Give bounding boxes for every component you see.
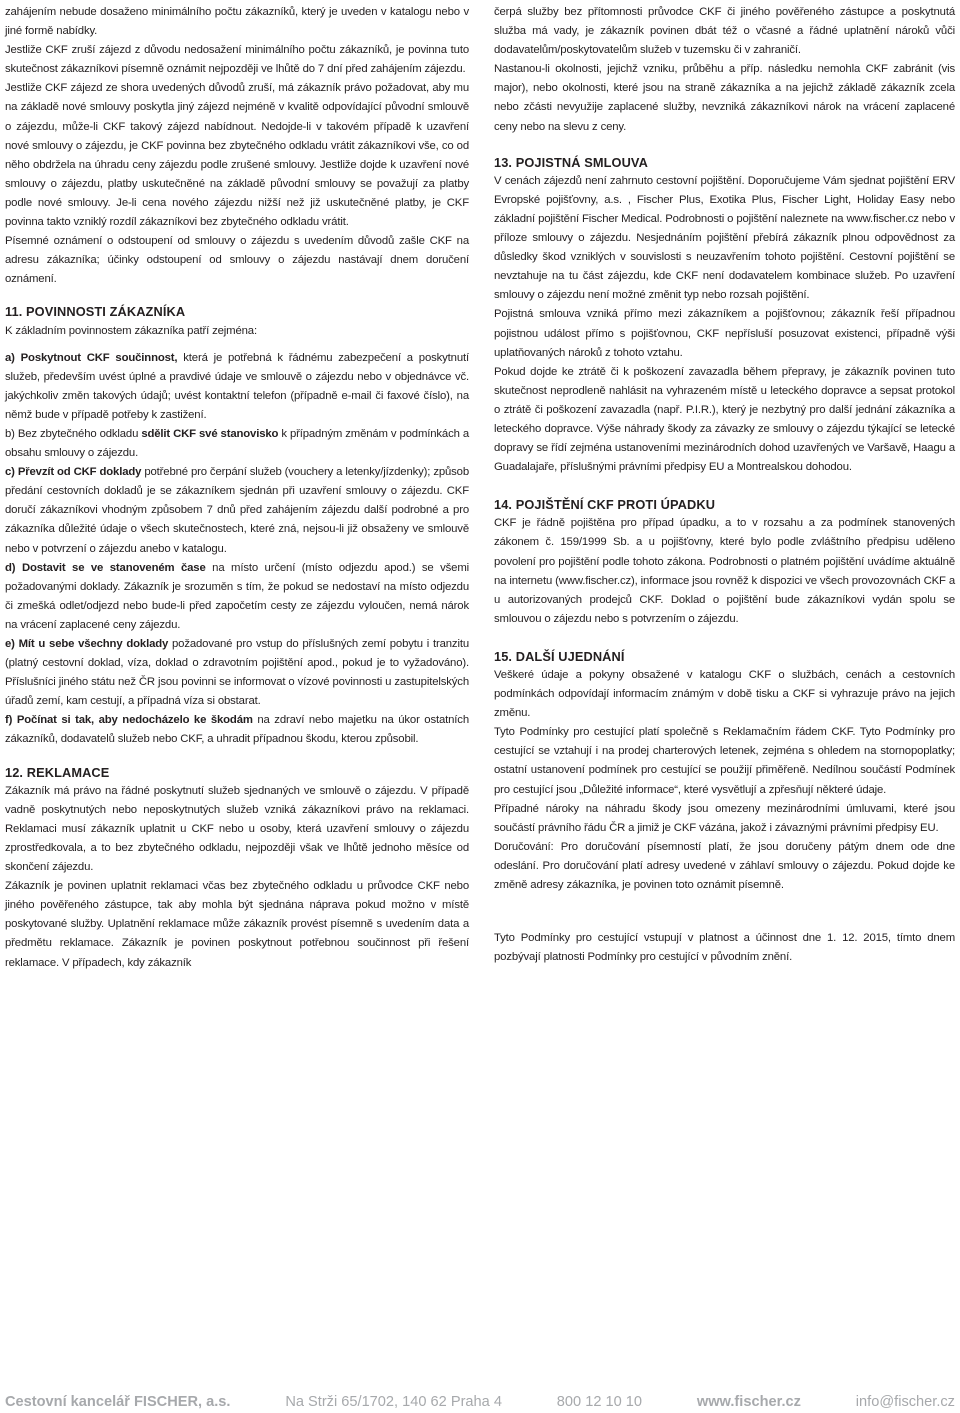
footer-email[interactable]: info@fischer.cz — [855, 1394, 955, 1410]
item-text: která je potřebná k řádnému zabezpečení a poskytnutí služeb, především uvést úplné a pravdivé údaje ve smlouvě o zájezdu nebo v objednávce vč. jakýchkoliv změn takových údajů; uvést kontaktní telefon (případně e-mail či faxové číslo), na němž bude v případě potřeby k zastižení. — [5, 351, 469, 421]
item-lead: c) Převzít od CKF doklady — [5, 466, 142, 479]
footer-company: Cestovní kancelář FISCHER, a.s. — [5, 1394, 231, 1410]
paragraph: CKF je řádně pojištěna pro případ úpadku, a to v rozsahu a za podmínek stanovených zákonem č. 159/1999 Sb. a u pojišťovny, které bylo podle zvláštního předpisu uděleno povolení pro pojištění podle tohoto zákona. Podrobnosti o platném pojištění uvádíme aktuálně na internetu (www.fischer.cz), informace jsou rovněž k dispozici ve všech provozovnách CKF a u autorizovaných prodejců CKF. Doklad o pojištění bude zákazníkovi vydán spolu se smlouvou o zájezdu nebo s potvrzením o zájezdu. — [494, 517, 955, 625]
paragraph: Pojistná smlouva vzniká přímo mezi zákazníkem a pojišťovnou; zákazník řeší případnou pojistnou událost přímo s pojišťovnou, CKF nepřísluší posuzovat existenci, případně výši uplatňovaných nároků z tohoto vztahu. — [494, 308, 955, 359]
footer-phone: 800 12 10 10 — [556, 1394, 643, 1410]
right-column — [494, 3, 955, 967]
paragraph: Jestliže CKF zruší zájezd z důvodu nedosažení minimálního počtu zákazníků, je povinna tuto skutečnost zákazníkovi písemně oznámit nejpozději ve lhůtě do 7 dní před zahájením zájezdu. — [5, 44, 469, 76]
item-text: k případným změnám v podmínkách a obsahu smlouvy o zájezdu. — [5, 427, 469, 460]
paragraph: Zákazník je povinen uplatnit reklamaci včas bez zbytečného odkladu u průvodce CKF nebo jiného pověřeného zástupce, tak aby mohla být sjednána náprava pokud možno v místě poskytované služby. Uplatnění reklamace může zákazník provést písemně s uvedením data a předmětu reklamace. Zákazník je povinen poskytnout potřebnou součinnost při řešení reklamace. V případech, kdy zákazník — [5, 880, 469, 969]
obligation-item-b — [5, 425, 469, 463]
item-lead: d) Dostavit se ve stanoveném čase — [5, 561, 206, 574]
paragraph: Doručování: Pro doručování písemností platí, že jsou doručeny pátým dnem ode dne odeslání. Pro doručování platí adresy uvedené v záhlaví smlouvy o zájezdu. Pokud dojde ke změně adresy zákazníka, je povinen toto oznámit písemně. — [494, 840, 955, 892]
section-heading-14: 14. POJIŠTĚNÍ CKF PROTI ÚPADKU — [494, 497, 716, 513]
section-heading-11: 11. POVINNOSTI ZÁKAZNÍKA — [5, 304, 186, 320]
paragraph: Jestliže CKF zájezd ze shora uvedených důvodů zruší, má zákazník právo požadovat, aby mu na základě nové smlouvy poskytla jiný zájezd nejméně v kvalitě odpovídající původní smlouvě o zájezdu, může-li CKF takový zájezd nabídnout. Nedojde-li v takovém případě k uzavření nové smlouvy o zájezdu, je CKF povinna bez zbytečného odkladu vrátit zákazníkovi vše, co od něho obdržela na úhradu ceny zájezdu podle zrušené smlouvy. Jestliže dojde k uzavření nové smlouvy o zájezdu, platby uskutečněné na základě původní smlouvy se považují za platby podle nové smlouvy. Je-li cena nového zájezdu nižší než již uskutečněné platby, je CKF povinna takto vzniklý rozdíl zákazníkovi bez zbytečného odkladu vrátit. — [5, 82, 469, 229]
section-heading-12: 12. REKLAMACE — [5, 764, 110, 780]
item-text: na místo určení (místo odjezdu apod.) se všemi požadovanými doklady. Zákazník je srozuměn s tím, že pokud se nedostaví na místo odjezdu či zmešká odlet/odjezd nebo bude-li před započetím cesty ze zájezdu vyloučen, nemá nárok na vrácení zaplacené ceny zájezdu. — [5, 561, 470, 631]
item-lead: sdělit CKF své stanovisko — [141, 427, 279, 440]
section-heading-13: 13. POJISTNÁ SMLOUVA — [494, 154, 648, 170]
item-text: na zdraví nebo majetku na úkor ostatních zákazníků, dodavatelů služeb nebo CKF, a uhradit případnou škodu, kterou způsobil. — [5, 714, 469, 746]
item-text: požadované pro vstup do příslušných zemí pobytu i tranzitu (platný cestovní doklad, víza, doklad o zdravotním pojištění apod., pokud je to vyžadováno). Příslušníci jiného státu než ČR jsou povinni se informovat o vízové povinnosti u zastupitelských úřadů zemí, kam cestují, a případná víza si obstarat. — [5, 638, 469, 708]
obligation-item-e — [5, 635, 469, 711]
item-lead: a) Poskytnout CKF součinnost, — [5, 351, 178, 364]
paragraph: K základním povinnostem zákazníka patří zejména: — [5, 324, 257, 337]
item-lead: f) Počínat si tak, aby nedocházelo ke škodám — [5, 714, 253, 727]
item-lead: e) Mít u sebe všechny doklady — [5, 638, 169, 650]
section-heading-15: 15. DALŠÍ UJEDNÁNÍ — [494, 648, 625, 664]
item-prefix: b) Bez zbytečného odkladu — [5, 427, 142, 440]
paragraph: čerpá služby bez přítomnosti průvodce CKF či jiného pověřeného zástupce a poskytnutá služba má vady, je zákazník povinen dbát též o včasné a řádné uplatnění nároků vůči dodavatelům/poskytovatelům služeb v tuzemsku či v zahraničí. — [494, 6, 955, 57]
footer-website[interactable]: www.fischer.cz — [696, 1394, 801, 1410]
paragraph: zahájením nebude dosaženo minimálního počtu zákazníků, který je uveden v katalogu nebo v jiné formě nabídky. — [5, 6, 469, 38]
page-footer — [5, 1392, 955, 1412]
paragraph: Zákazník má právo na řádné poskytnutí služeb sjednaných ve smlouvě o zájezdu. V případě vadně poskytnutých nebo neposkytnutých služeb vzniká zákazníkovi právo na reklamaci. Reklamaci musí zákazník uplatnit u CKF nebo u osoby, která uzavření smlouvy o zájezdu zprostředkovala, a to bez zbytečného odkladu, nejpozději však ve lhůtě jednoho měsíce od skončení zájezdu. — [5, 784, 469, 874]
obligation-item-c — [5, 463, 469, 558]
footer-address: Na Strži 65/1702, 140 62 Praha 4 — [285, 1394, 502, 1410]
effective-date-note: Tyto Podmínky pro cestující vstupují v platnost a účinnost dne 1. 12. 2015, tímto dnem pozbývají platnosti Podmínky pro cestující v původním znění. — [494, 932, 955, 964]
paragraph: Nastanou-li okolnosti, jejichž vzniku, průběhu a příp. následku nemohla CKF zabránit (vis major), nebo okolnosti, které jsou na straně zákazníka a na jejichž základě zákazník zcela nebo zčásti nevyužije zaplacené služby, nevzniká zákazníkovi nárok na vrácení zaplacené ceny nebo na slevu z ceny. — [494, 63, 955, 133]
item-text: potřebné pro čerpání služeb (vouchery a letenky/jízdenky); způsob předání cestovních dokladů je se zákazníkem sjednán při uzavření smlouvy o zájezdu. CKF doručí zákazníkovi vhodným způsobem 7 dnů před zahájením zájezdu další podrobné a pro zákazníka důležité údaje o všech skutečnostech, které zná, nejsou-li již obsaženy ve smlouvě nebo v potvrzení o zájezdu anebo v katalogu. — [5, 466, 470, 555]
paragraph: Veškeré údaje a pokyny obsažené v katalogu CKF o službách, cenách a cestovních podmínkách odpovídají informacím známým v době tisku a CKF si vyhrazuje právo na jejich změnu. — [494, 669, 955, 720]
document-page — [5, 0, 955, 1413]
paragraph: V cenách zájezdů není zahrnuto cestovní pojištění. Doporučujeme Vám sjednat pojištění ERV Evropské pojišťovny, a.s. , Fischer Plus, Exotika Plus, Fischer Light, Holiday Easy nebo základní pojištění Fischer Medical. Podrobnosti o pojištění naleznete na www.fischer.cz nebo v příloze smlouvy o zájezdu. Nesjednáním pojištění přebírá zákazník plnou odpovědnost za důsledky škod vzniklých v souvislosti s neuzavřením tohoto pojištění. Cestovní pojištění se nevztahuje na tu část zájezdu, kde CKF není dodavatelem kombinace služeb. Po uzavření smlouvy o zájezdu není možné změnit typ nebo rozsah pojištění. — [494, 174, 955, 302]
paragraph: Pokud dojde ke ztrátě či k poškození zavazadla během přepravy, je zákazník povinen tuto skutečnost neprodleně nahlásit na vyhrazeném místě u leteckého dopravce a sepsat protokol o ztrátě či poškození zavazadla (např. P.I.R.), který je nezbytný pro další jednání zákazníka a leteckého dopravce. Výše náhrady škody za závazky ze smlouvy o zájezdu týkající se letecké dopravy se řídí zejména ustanoveními mezinárodních dohod uzavřených ve Varšavě, Haagu a Guadalajaře, příslušnými právními předpisy EU a Montrealskou dohodou. — [494, 365, 955, 474]
paragraph: Případné nároky na náhradu škody jsou omezeny mezinárodními úmluvami, které jsou součástí právního řádu ČR a jimiž je CKF vázána, jakož i závaznými právními předpisy EU. — [494, 802, 955, 834]
left-column — [5, 3, 469, 973]
obligation-item-d — [5, 559, 469, 635]
obligation-item-a — [5, 349, 469, 425]
paragraph: Písemné oznámení o odstoupení od smlouvy o zájezdu s uvedením důvodů zašle CKF na adresu zákazníka; účinky odstoupení od smlouvy o zájezdu nastávají dnem doručení oznámení. — [5, 235, 469, 286]
obligation-item-f — [5, 711, 469, 749]
paragraph: Tyto Podmínky pro cestující platí společně s Reklamačním řádem CKF. Tyto Podmínky pro cestující se vztahují i na prodej charterových letenek, zejména s ohledem na stornopoplatky; ostatní ustanovení podmínek pro cestující se použijí přiměřeně. Nedílnou součástí Podmínek pro cestující jsou „Důležité informace“, které vysvětlují a zpřesňují některé údaje. — [494, 726, 955, 796]
